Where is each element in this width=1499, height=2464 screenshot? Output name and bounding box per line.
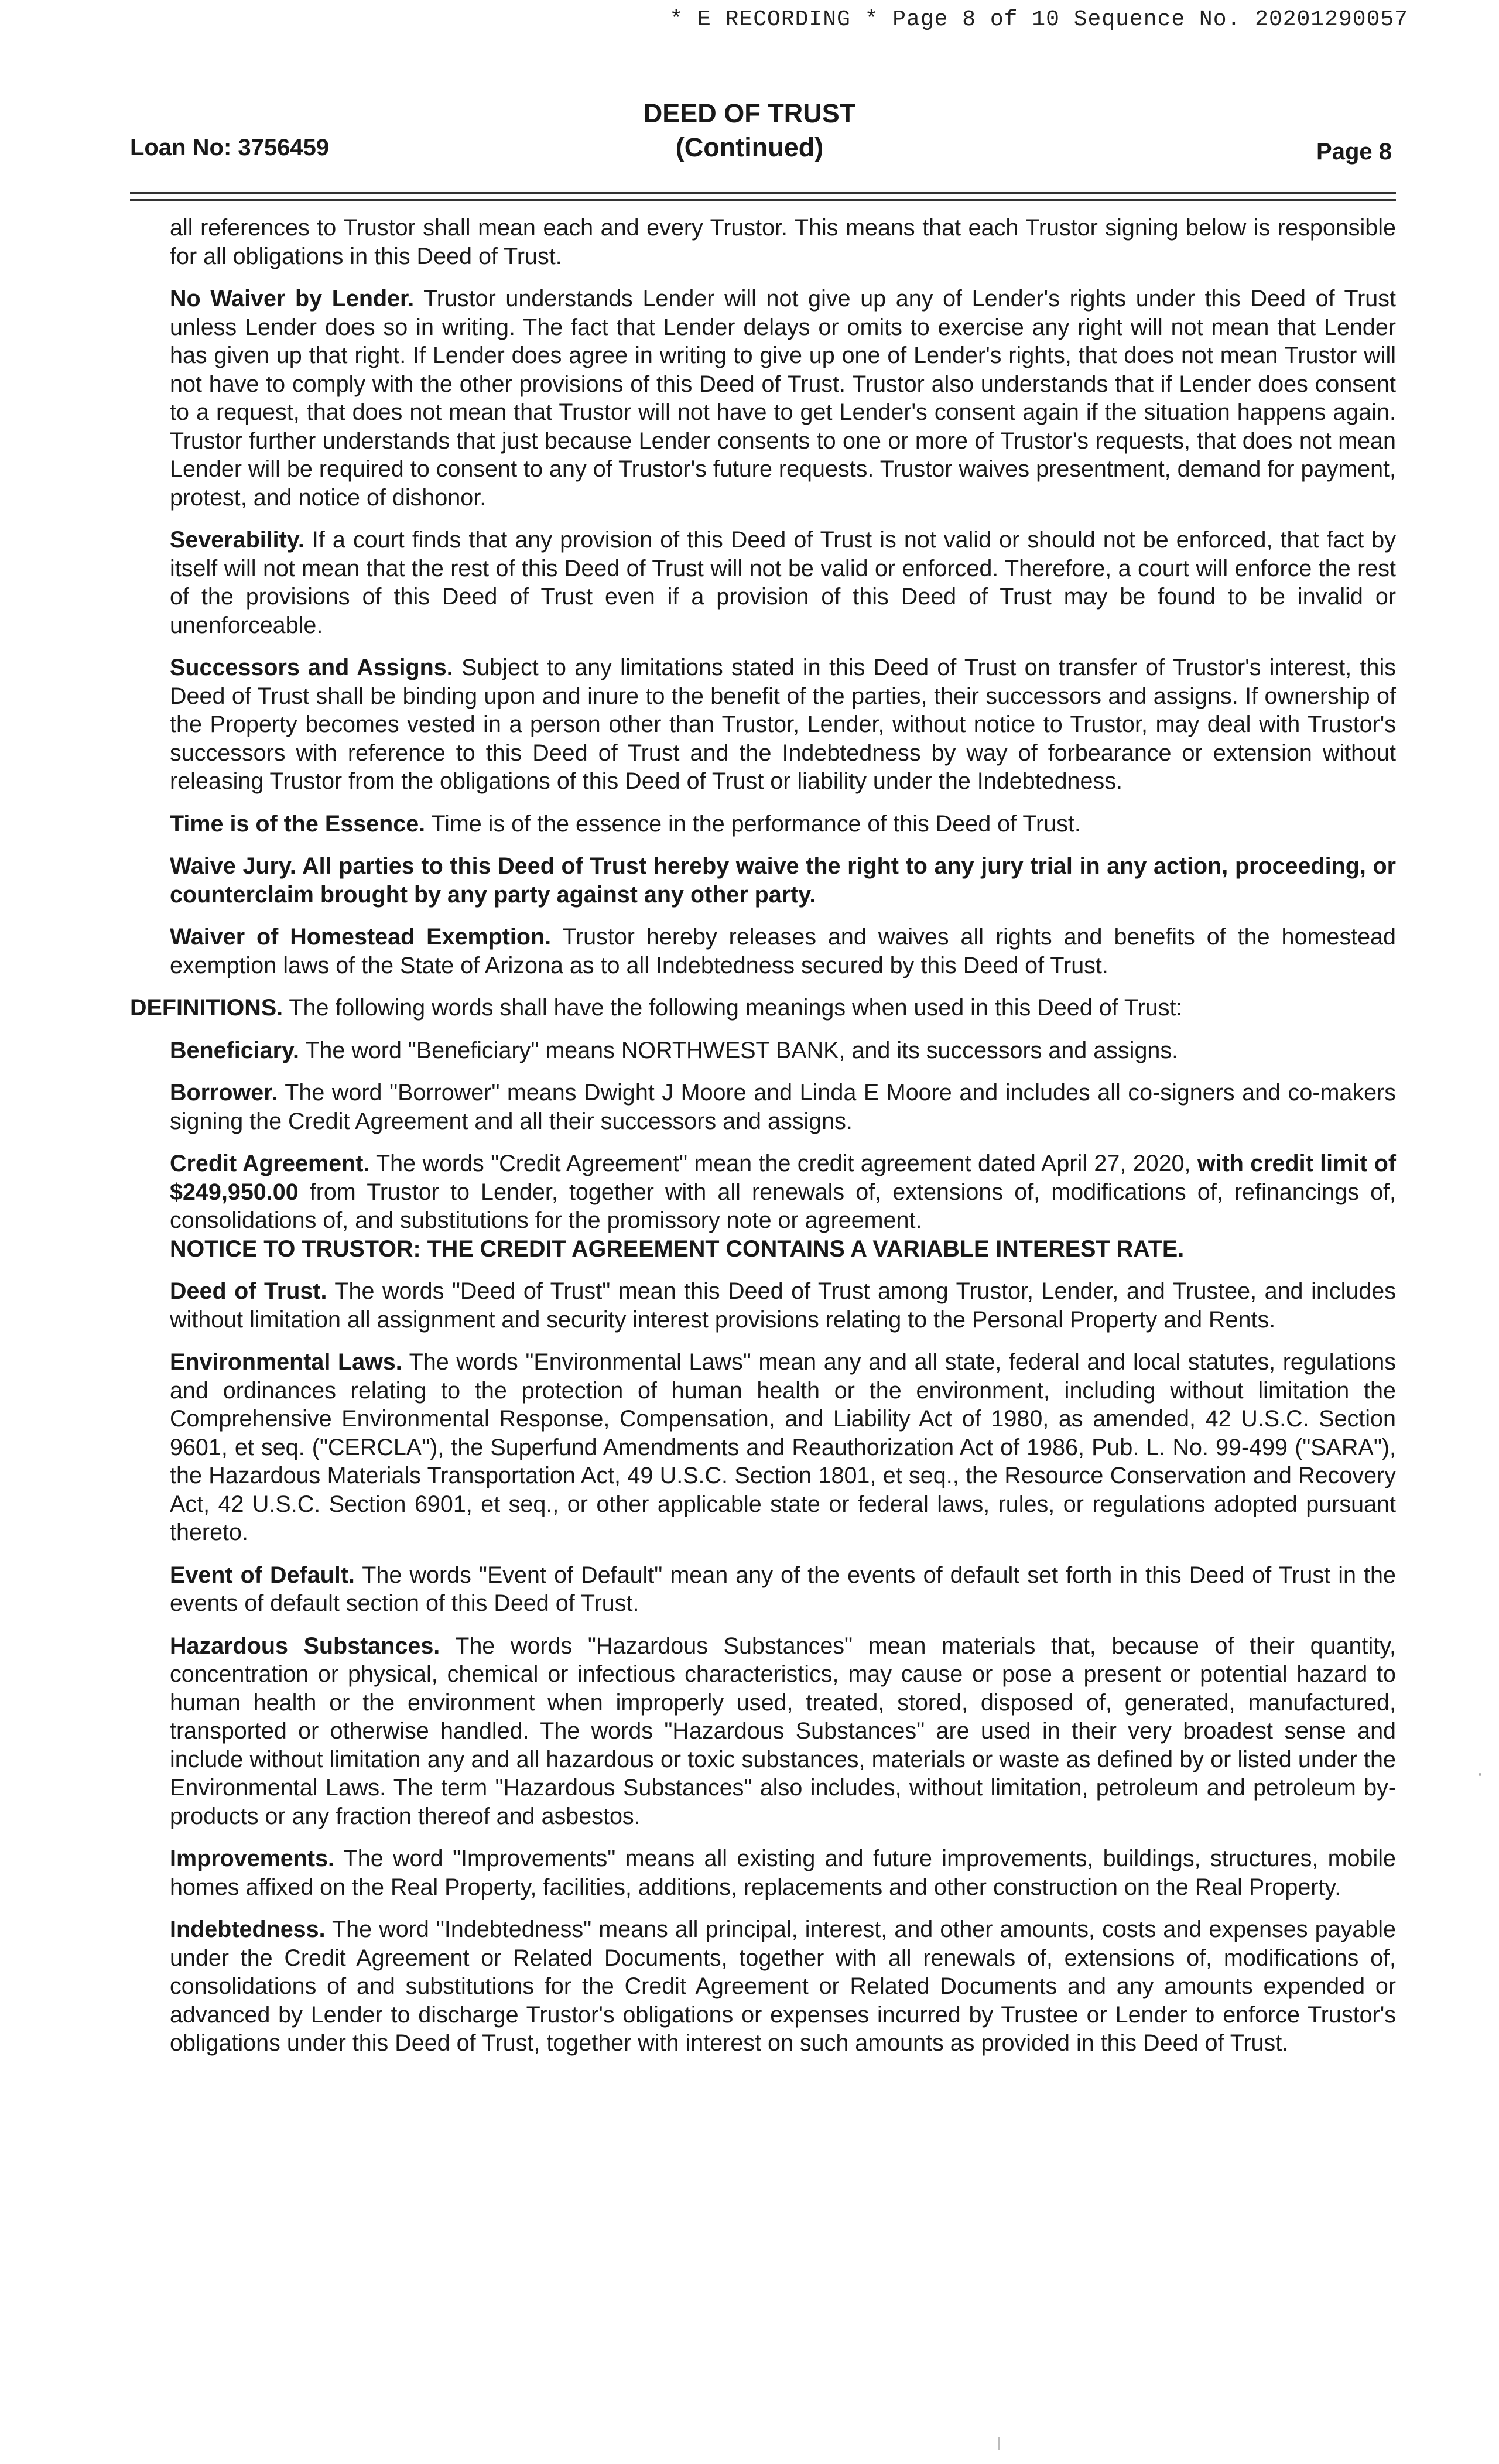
section-heading: Severability. (170, 527, 304, 553)
page-header (0, 97, 1499, 173)
definition-borrower (130, 1079, 1396, 1135)
definition-environmental-laws (130, 1348, 1396, 1547)
document-title (0, 97, 1499, 165)
section-time-essence (130, 810, 1396, 839)
definition-text: The words "Hazardous Substances" mean materials that, because of their quantity, concentration or physical, chemical or infectious characteristics, may cause or pose a present or potential hazard to human health or the environment when improperly used, treated, stored, disposed of, generated, manufactured, transported or otherwise handled. The words "Hazardous Substances" are used in their very broadest sense and include without limitation any and all hazardous or toxic substances, materials or waste as defined by or listed under the Environmental Laws. The term "Hazardous Substances" also includes, without limitation, petroleum and petroleum by-products or any fraction thereof and asbestos. (170, 1633, 1396, 1829)
definition-heading: Event of Default. (170, 1562, 355, 1588)
definition-beneficiary (130, 1036, 1396, 1065)
section-waive-jury (130, 852, 1396, 909)
definition-improvements (130, 1844, 1396, 1901)
intro-paragraph: all references to Trustor shall mean each and every Trustor. This means that each Trustor signing below is responsible for all obligations in this Deed of Trust. (170, 215, 1396, 269)
definition-text: The word "Improvements" means all existing and future improvements, buildings, structures, mobile homes affixed on the Real Property, facilities, additions, replacements and other construction on the Real Property. (170, 1846, 1396, 1900)
header-rule-bottom (130, 199, 1396, 201)
definition-text: The word "Borrower" means Dwight J Moore and Linda E Moore and includes all co-signers and co-makers signing the Credit Agreement and all their successors and assigns. (170, 1080, 1396, 1134)
definition-text: The word "Beneficiary" means NORTHWEST BANK, and its successors and assigns. (299, 1037, 1179, 1063)
definition-text: The words "Deed of Trust" mean this Deed of Trust among Trustor, Lender, and Trustee, and includes without limitation all assignment and security interest provisions relating to the Personal Property and Rents. (170, 1278, 1396, 1333)
section-heading: Time is of the Essence. (170, 810, 426, 837)
section-text: Trustor hereby releases and waives all rights and benefits of the homestead exemption laws of the State of Arizona as to all Indebtedness secured by this Deed of Trust. (170, 924, 1396, 978)
section-heading: No Waiver by Lender. (170, 286, 415, 312)
variable-rate-notice: NOTICE TO TRUSTOR: THE CREDIT AGREEMENT CONTAINS A VARIABLE INTEREST RATE. (170, 1236, 1185, 1262)
header-rule-top (130, 192, 1396, 194)
definition-heading: Borrower. (170, 1080, 278, 1106)
definition-heading: Improvements. (170, 1846, 334, 1871)
section-heading: Successors and Assigns. (170, 655, 453, 680)
definition-indebtedness (130, 1915, 1396, 2058)
page-number: Page 8 (1316, 139, 1392, 165)
definition-event-of-default (130, 1561, 1396, 1618)
definition-deed-of-trust (130, 1277, 1396, 1334)
section-severability (130, 526, 1396, 639)
section-homestead (130, 923, 1396, 980)
definition-heading: Hazardous Substances. (170, 1633, 440, 1659)
definition-heading: Environmental Laws. (170, 1349, 402, 1375)
scan-speck (1479, 1773, 1481, 1776)
section-no-waiver (130, 285, 1396, 512)
scan-mark (998, 2437, 1000, 2450)
definition-heading: Deed of Trust. (170, 1278, 327, 1304)
section-text: If a court finds that any provision of this Deed of Trust is not valid or should not be enforced, that fact by itself will not mean that the rest of this Deed of Trust will not be valid or enforced. Therefore, a court will enforce the rest of the provisions of this Deed of Trust even if a provision of this Deed of Trust may be found to be invalid or unenforceable. (170, 527, 1396, 638)
section-text: The following words shall have the following meanings when used in this Deed of Trust: (283, 995, 1183, 1021)
section-text: Subject to any limitations stated in this Deed of Trust on transfer of Trustor's interest, this Deed of Trust shall be binding upon and inure to the benefit of the parties, their successors and assigns. If ownership of the Property becomes vested in a person other than Trustor, Lender, without notice to Trustor, may deal with Trustor's successors with reference to this Deed of Trust and the Indebtedness by way of forbearance or extension without releasing Trustor from the obligations of this Deed of Trust or liability under the Indebtedness. (170, 655, 1396, 794)
section-heading: Waiver of Homestead Exemption. (170, 924, 552, 950)
document-body (130, 214, 1396, 2072)
definition-text-continued: from Trustor to Lender, together with all renewals of, extensions of, modifications of, refinancings of, consolidations of, and substitutions for the promissory note or agreement. (170, 1179, 1396, 1233)
definition-heading: Credit Agreement. (170, 1151, 370, 1176)
section-text: All parties to this Deed of Trust hereby waive the right to any jury trial in any action, proceeding, or counterclaim brought by any party against any other party. (170, 853, 1396, 908)
loan-number: Loan No: 3756459 (130, 135, 330, 160)
section-definitions (130, 994, 1396, 1022)
definition-text: The words "Environmental Laws" mean any and all state, federal and local statutes, regulations and ordinances relating to the protection of human health or the environment, including without limitation the Comprehensive Environmental Response, Compensation, and Liability Act of 1980, as amended, 42 U.S.C. Section 9601, et seq. ("CERCLA"), the Superfund Amendments and Reauthorization Act of 1986, Pub. L. No. 99-499 ("SARA"), the Hazardous Materials Transportation Act, 49 U.S.C. Section 1801, et seq., the Resource Conservation and Recovery Act, 42 U.S.C. Section 6901, et seq., or other applicable state or federal laws, rules, or regulations adopted pursuant thereto. (170, 1349, 1396, 1545)
definition-credit-agreement (130, 1149, 1396, 1263)
definition-hazardous-substances (130, 1632, 1396, 1831)
definition-heading: Beneficiary. (170, 1037, 300, 1063)
section-text: Time is of the essence in the performance of this Deed of Trust. (425, 810, 1081, 837)
section-successors (130, 653, 1396, 796)
section-text: Trustor understands Lender will not give up any of Lender's rights under this Deed of Trust unless Lender does so in writing. The fact that Lender delays or omits to exercise any right will not mean that Lender has given up that right. If Lender does agree in writing to give up one of Lender's rights, that does not mean Trustor will not have to comply with the other provisions of this Deed of Trust. Trustor also understands that if Lender does consent to a request, that does not mean that Trustor will not have to get Lender's consent again if the situation happens again. Trustor further understands that just because Lender consents to one or more of Trustor's requests, that does not mean Lender will be required to consent to any of Trustor's future requests. Trustor waives presentment, demand for payment, protest, and notice of dishonor. (170, 286, 1397, 511)
definition-text: The word "Indebtedness" means all principal, interest, and other amounts, costs and expenses payable under the Credit Agreement or Related Documents, together with all renewals of, extensions of, modifications of, consolidations of and substitutions for the Credit Agreement or Related Documents and any amounts expended or advanced by Lender to discharge Trustor's obligations or expenses incurred by Trustee or Lender to enforce Trustor's obligations under this Deed of Trust, together with interest on such amounts as provided in this Deed of Trust. (170, 1917, 1396, 2056)
title-continued: (Continued) (675, 132, 824, 162)
recording-stamp: * E RECORDING * Page 8 of 10 Sequence No. 20201290057 (669, 7, 1408, 32)
section-heading: Waive Jury. (170, 853, 296, 879)
definition-text: The words "Credit Agreement" mean the credit agreement dated April 27, 2020, (369, 1151, 1197, 1176)
definition-heading: Indebtedness. (170, 1917, 326, 1942)
definition-text: The words "Event of Default" mean any of the events of default set forth in this Deed of Trust in the events of default section of this Deed of Trust. (170, 1562, 1396, 1616)
title-main: DEED OF TRUST (643, 98, 856, 128)
credit-limit: with credit limit of $249,950.00 (170, 1151, 1397, 1205)
section-heading: DEFINITIONS. (130, 995, 283, 1021)
